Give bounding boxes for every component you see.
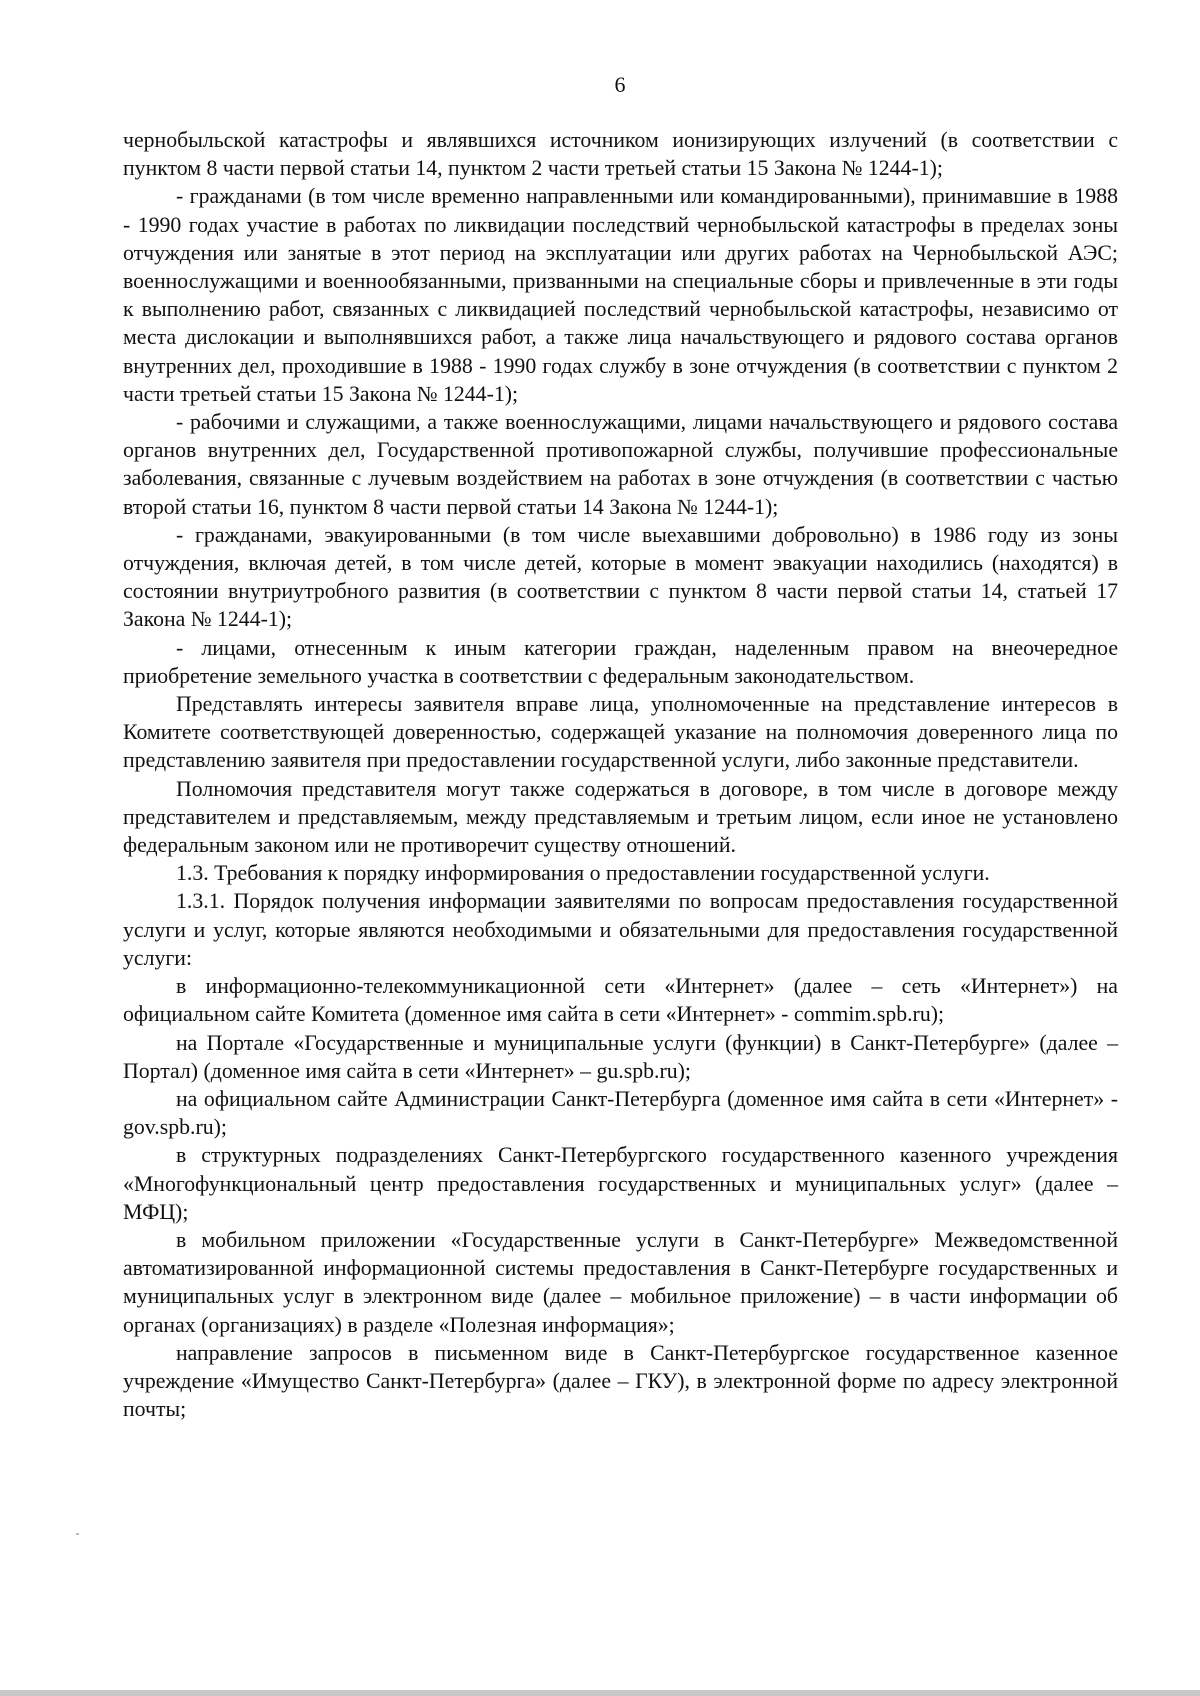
paragraph-section-1-3-1: 1.3.1. Порядок получения информации заявителями по вопросам предоставления государственной услуги и услуг, которые являются необходимыми и обязательными для предоставления государственной услуги: xyxy=(123,889,1118,970)
paragraph-internet-committee-site: в информационно-телекоммуникационной сети «Интернет» (далее – сеть «Интернет») на официальном сайте Комитета (доменное имя сайта в сети «Интернет» - commim.spb.ru); xyxy=(123,974,1118,1027)
paragraph-portal: на Портале «Государственные и муниципальные услуги (функции) в Санкт-Петербурге» (далее – Портал) (доменное имя сайта в сети «Интернет» – gu.spb.ru); xyxy=(123,1030,1118,1083)
paragraph-representatives: Представлять интересы заявителя вправе лица, уполномоченные на представление интересов в Комитете соответствующей доверенностью, содержащей указание на полномочия доверенного лица по представлению заявителя при предоставлении государственной услуги, либо законные представители. xyxy=(123,692,1118,773)
document-body xyxy=(123,126,1118,1423)
page-number: 6 xyxy=(614,72,626,97)
paragraph-continuation: чернобыльской катастрофы и являвшихся источником ионизирующих излучений (в соответствии с пунктом 8 части первой статьи 14, пунктом 2 части третьей статьи 15 Закона № 1244-1); xyxy=(123,128,1118,181)
page-bottom-edge xyxy=(0,1690,1200,1696)
paragraph-mfc: в структурных подразделениях Санкт-Петербургского государственного казенного учреждения «Многофункциональный центр предоставления государственных и муниципальных услуг» (далее – МФЦ); xyxy=(123,1143,1118,1224)
paragraph-liquidators-1988-1990: - гражданами (в том числе временно направленными или командированными), принимавшие в 1988 - 1990 годах участие в работах по ликвидации последствий чернобыльской катастрофы в пределах зоны отчуждения или занятые в этот период на эксплуатации или других работах на Чернобыльской АЭС; военнослужащими и военнообязанными, призванными на специальные сборы и привлеченные в эти годы к выполнению работ, связанных с ликвидацией последствий чернобыльской катастрофы, независимо от места дислокации и выполнявшихся работ, а также лица начальствующего и рядового состава органов внутренних дел, проходившие в 1988 - 1990 годах службу в зоне отчуждения (в соответствии с пунктом 2 части третьей статьи 15 Закона № 1244-1); xyxy=(123,184,1118,406)
paragraph-written-requests: направление запросов в письменном виде в Санкт-Петербургское государственное казенное учреждение «Имущество Санкт-Петербурга» (далее – ГКУ), в электронной форме по адресу электронной почты; xyxy=(123,1340,1118,1422)
paragraph-evacuated-citizens: - гражданами, эвакуированными (в том числе выехавшими добровольно) в 1986 году из зоны отчуждения, включая детей, в том числе детей, которые в момент эвакуации находились (находятся) в состоянии внутриутробного развития (в соответствии с пунктом 8 части первой статьи 14, статьей 17 Закона № 1244-1); xyxy=(123,522,1118,632)
paragraph-administration-site: на официальном сайте Администрации Санкт-Петербурга (доменное имя сайта в сети «Интернет» - gov.spb.ru); xyxy=(123,1086,1118,1140)
paragraph-mobile-app: в мобильном приложении «Государственные услуги в Санкт-Петербурге» Межведомственной автоматизированной информационной системы предоставления в Санкт-Петербурге государственных и муниципальных услуг в электронном виде (далее – мобильное приложение) – в части информации об органах (организациях) в разделе «Полезная информация»; xyxy=(123,1227,1118,1337)
paragraph-occupational-diseases: - рабочими и служащими, а также военнослужащими, лицами начальствующего и рядового состава органов внутренних дел, Государственной противопожарной службы, получившие профессиональные заболевания, связанные с лучевым воздействием на работах в зоне отчуждения (в соответствии с частью второй статьи 16, пунктом 8 части первой статьи 14 Закона № 1244-1); xyxy=(123,410,1118,519)
paragraph-other-categories: - лицами, отнесенным к иным категории граждан, наделенным правом на внеочередное приобретение земельного участка в соответствии с федеральным законодательством. xyxy=(123,635,1118,688)
paragraph-section-1-3: 1.3. Требования к порядку информирования о предоставлении государственной услуги. xyxy=(176,861,990,886)
paragraph-representative-powers: Полномочия представителя могут также содержаться в договоре, в том числе в договоре между представителем и представляемым, между представляемым и третьим лицом, если иное не установлено федеральным законом или не противоречит существу отношений. xyxy=(123,776,1118,858)
scan-artifact xyxy=(76,1533,79,1535)
